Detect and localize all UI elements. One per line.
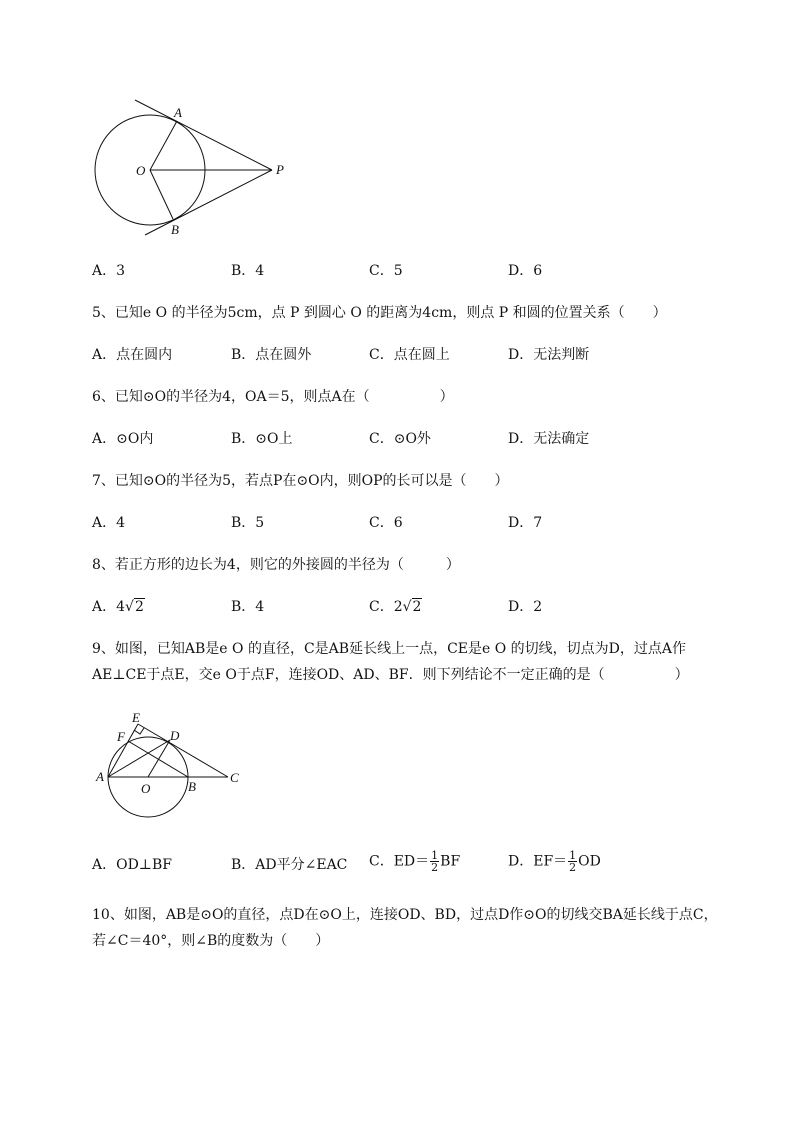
line-bf [128, 741, 188, 777]
line-od [148, 740, 170, 777]
q4-option-a: A．3 [92, 263, 126, 279]
q9-option-d [508, 850, 601, 873]
q6-option-a: A．⊙O内 [92, 431, 154, 447]
label-f: F [117, 729, 125, 744]
q7-option-a: A．4 [92, 515, 126, 531]
q9-option-c [369, 850, 460, 873]
q8-option-b: B．4 [231, 599, 265, 615]
q8-option-c-radicand: 2 [412, 599, 422, 615]
q5-stem: 5、已知e O 的半径为5cm，点 P 到圆心 O 的距离为4cm，则点 P 和圆的位置关系（ ） [92, 305, 667, 321]
q9-option-b: B．AD平分∠EAC [231, 857, 348, 873]
fraction-numerator: 1 [431, 849, 439, 862]
label-a: A [96, 769, 104, 784]
line-ad [108, 740, 170, 777]
fraction [430, 850, 439, 873]
q8-stem: 8、若正方形的边长为4，则它的外接圆的半径为（ ） [92, 557, 460, 573]
label-d: D [170, 728, 180, 743]
q10-stem-line1: 10、如图，AB是⊙O的直径，点D在⊙O上，连接OD、BD，过点D作⊙O的切线交BA延长线于点C， [92, 907, 718, 923]
q8-option-c [369, 598, 422, 616]
tangent-line-b [145, 170, 272, 235]
q9-option-d-suffix: OD [578, 853, 601, 870]
q4-option-d: D．6 [508, 263, 543, 279]
fraction-denominator: 2 [431, 861, 439, 874]
q7-option-b: B．5 [231, 515, 265, 531]
q7-option-c: C．6 [369, 515, 403, 531]
q9-figure [90, 708, 250, 823]
q10-stem-line2: 若∠C＝40°，则∠B的度数为（ ） [92, 933, 330, 949]
q5-option-a: A．点在圆内 [92, 347, 173, 363]
tangent-figure [80, 95, 310, 245]
q6-stem: 6、已知⊙O的半径为4，OA＝5，则点A在（ ） [92, 389, 454, 405]
q9-option-d-prefix: D．EF＝ [508, 853, 568, 870]
q9-option-c-prefix: C．ED＝ [369, 853, 430, 870]
q9-stem-line2: AE⊥CE于点E，交e O于点F，连接OD、AD、BF．则下列结论不一定正确的是（ ） [92, 667, 689, 683]
q9-option-a: A．OD⊥BF [92, 857, 172, 873]
q6-option-c: C．⊙O外 [369, 431, 431, 447]
sqrt-symbol: √ [125, 599, 134, 615]
q6-option-b: B．⊙O上 [231, 431, 293, 447]
segment-oa [150, 121, 177, 170]
sqrt-symbol: √ [402, 599, 412, 615]
q8-option-a-prefix: A．4 [92, 599, 126, 615]
q8-option-a-radicand: 2 [134, 599, 144, 615]
q6-option-d: D．无法确定 [508, 431, 590, 447]
q8-option-d: D．2 [508, 599, 543, 615]
q5-option-b: B．点在圆外 [231, 347, 312, 363]
fraction [568, 850, 577, 873]
label-a: A [174, 105, 182, 120]
q4-option-b: B．4 [231, 263, 265, 279]
label-c: C [230, 770, 239, 785]
label-o: O [141, 781, 151, 796]
label-b: B [171, 222, 179, 237]
q9-stem-line1: 9、如图，已知AB是e O 的直径，C是AB延长线上一点，CE是e O 的切线，切点为D，过点A作 [92, 641, 687, 657]
q7-stem: 7、已知⊙O的半径为5，若点P在⊙O内，则OP的长可以是（ ） [92, 473, 509, 489]
label-b: B [188, 779, 196, 794]
label-o: O [136, 163, 146, 178]
label-p: P [276, 162, 284, 177]
segment-ob [150, 170, 173, 219]
label-e: E [132, 710, 140, 725]
q7-option-d: D．7 [508, 515, 543, 531]
q9-option-c-suffix: BF [440, 853, 461, 870]
q5-option-c: C．点在圆上 [369, 347, 450, 363]
fraction-numerator: 1 [569, 849, 577, 862]
q5-option-d: D．无法判断 [508, 347, 590, 363]
q4-option-c: C．5 [369, 263, 403, 279]
fraction-denominator: 2 [569, 861, 577, 874]
q8-option-a [92, 598, 145, 616]
q8-option-c-prefix: C．2 [369, 599, 403, 615]
